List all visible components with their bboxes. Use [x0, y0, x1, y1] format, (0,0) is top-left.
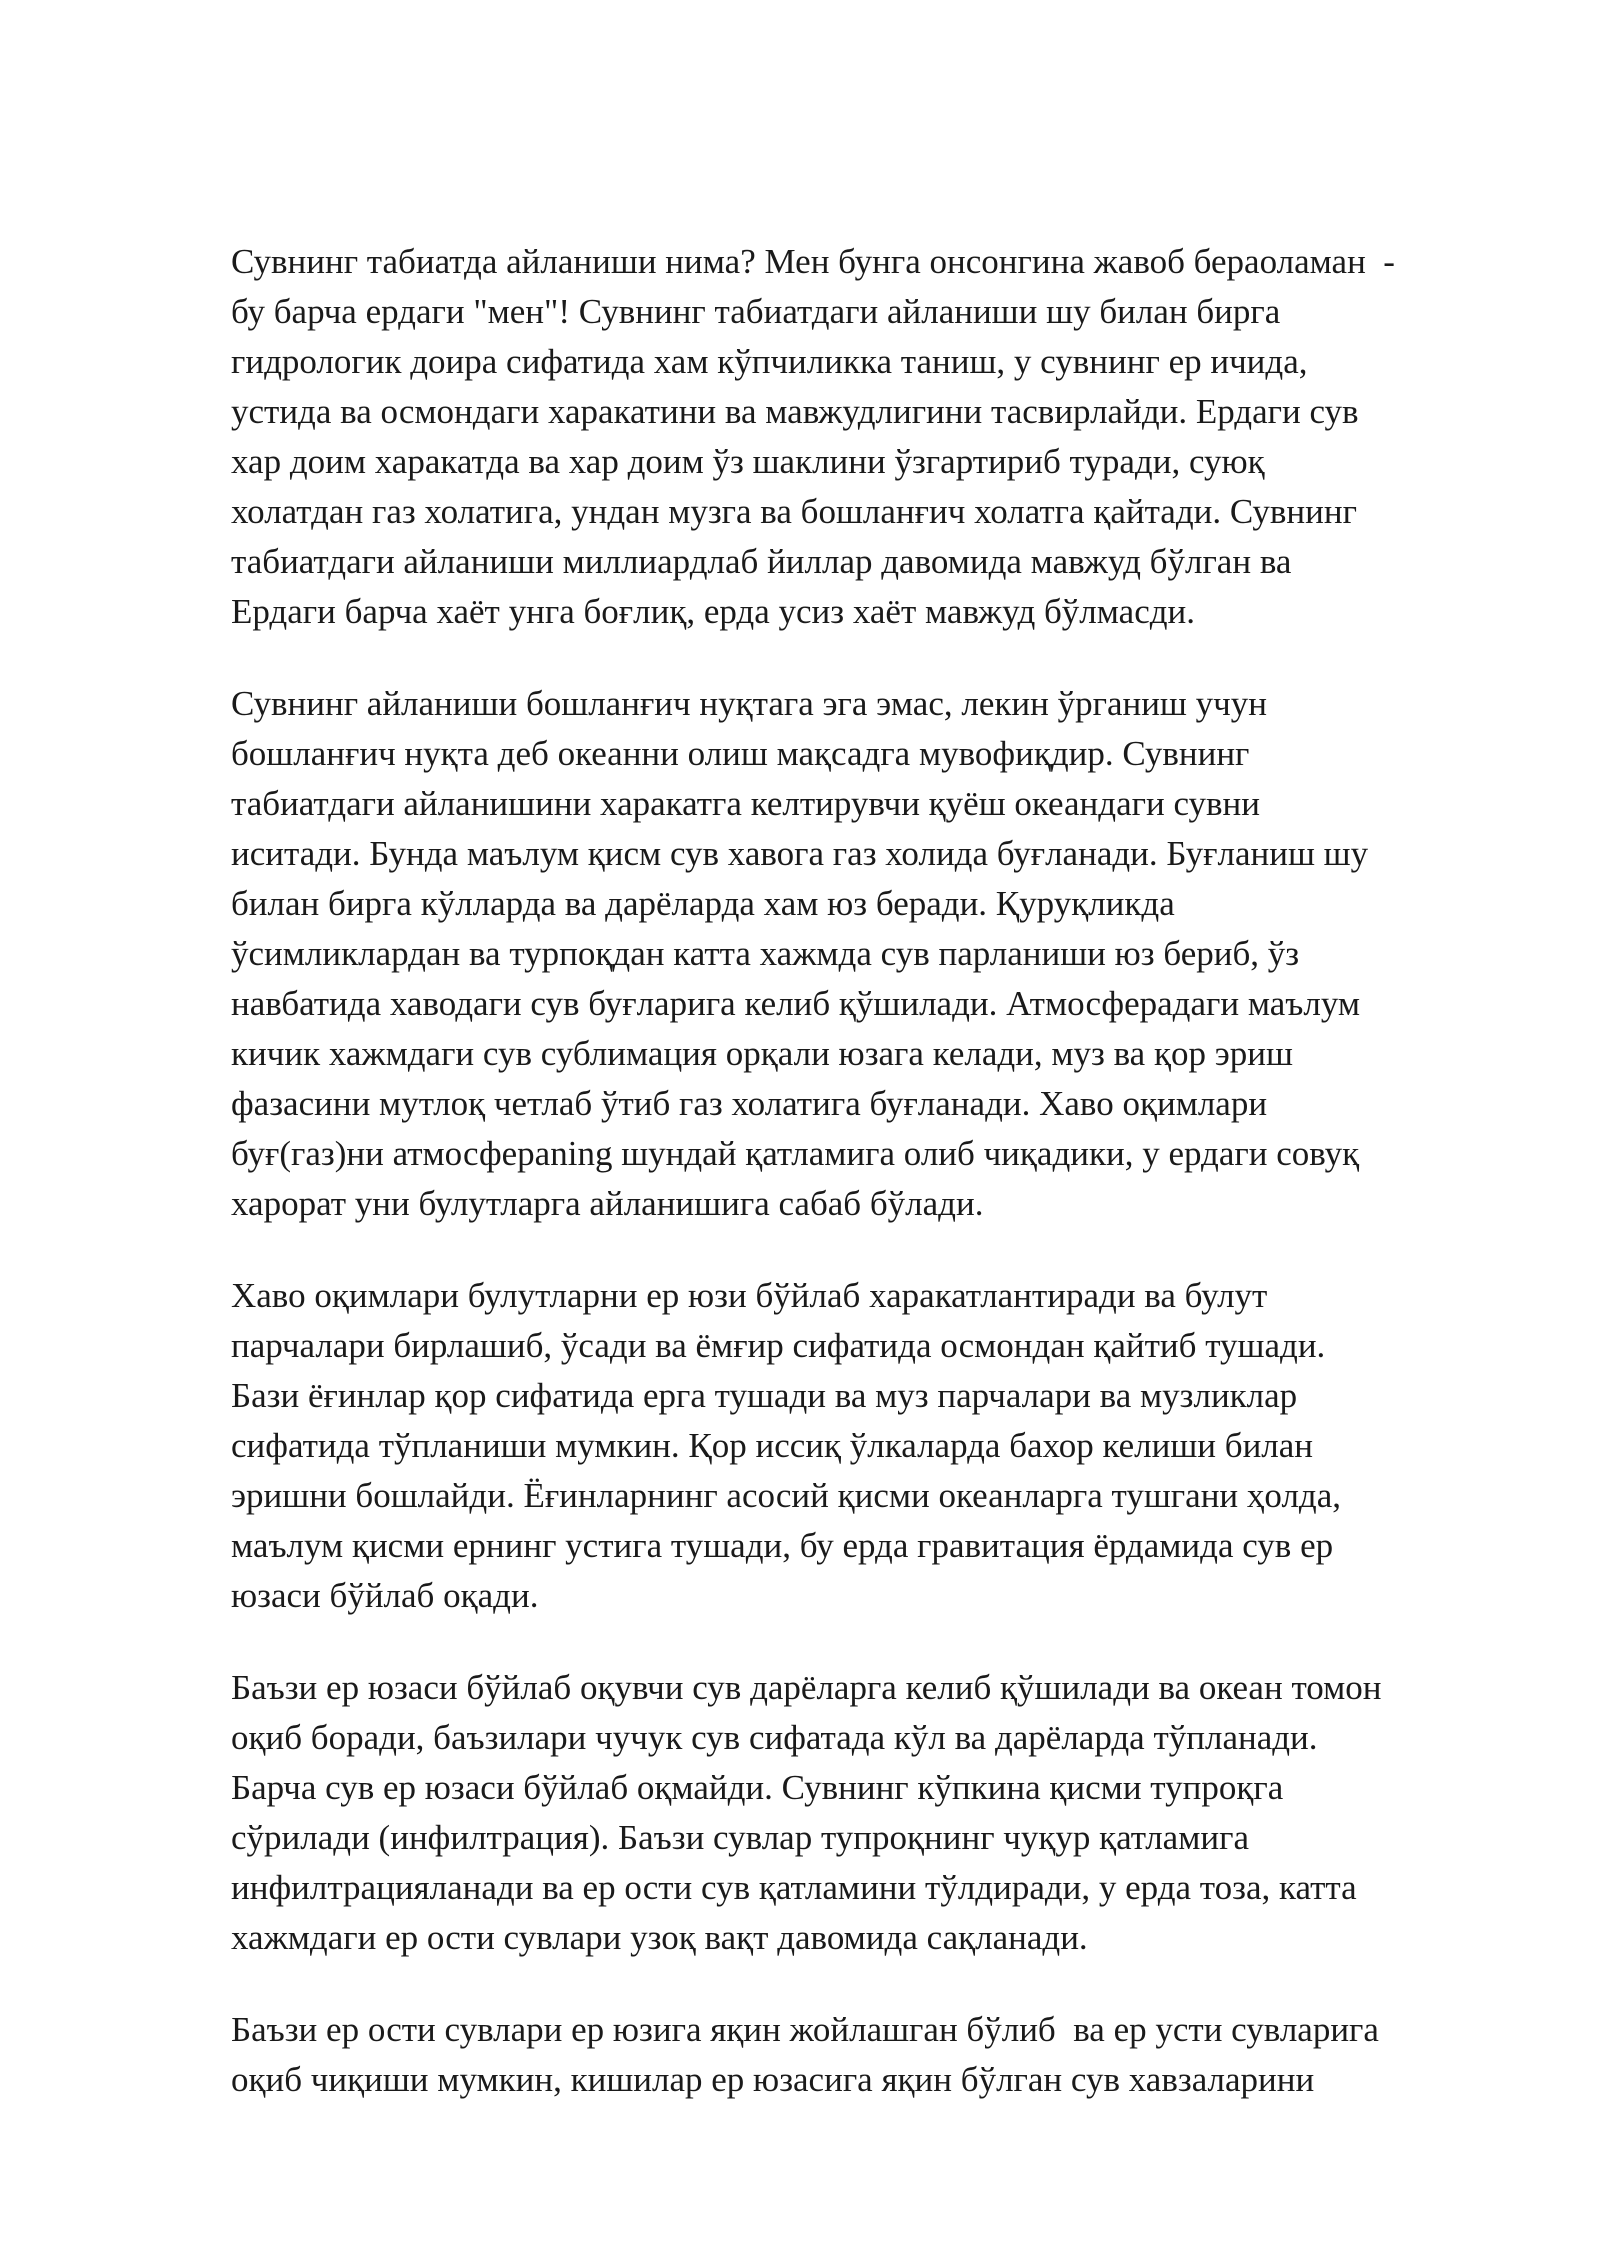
- paragraph: [231, 1663, 1491, 1963]
- text-line: оқиб чиқиши мумкин, кишилар ер юзасига яқин бўлган сув хавзаларини: [231, 2060, 1315, 2099]
- text-line: сўрилади (инфилтрация). Баъзи сувлар тупроқнинг чуқур қатламига: [231, 1818, 1249, 1857]
- text-line: ўсимликлардан ва турпоқдан катта хажмда сув парланиши юз бериб, ўз: [231, 934, 1300, 973]
- text-line: Баъзи ер юзаси бўйлаб оқувчи сув дарёларга келиб қўшилади ва океан томон: [231, 1668, 1382, 1707]
- text-line: оқиб боради, баъзилари чучук сув сифатада кўл ва дарёларда тўпланади.: [231, 1718, 1318, 1757]
- text-line: гидрологик доира сифатида хам кўпчиликка таниш, у сувнинг ер ичида,: [231, 342, 1308, 381]
- text-line: юзаси бўйлаб оқади.: [231, 1576, 539, 1615]
- text-line: Бази ёғинлар қор сифатида ерга тушади ва муз парчалари ва музликлар: [231, 1376, 1298, 1415]
- text-line: Баъзи ер ости сувлари ер юзига яқин жойлашган бўлиб ва ер усти сувларига: [231, 2010, 1379, 2049]
- paragraph: [231, 2005, 1491, 2105]
- text-line: Ердаги барча хаёт унга боғлиқ, ерда усиз хаёт мавжуд бўлмасди.: [231, 592, 1196, 631]
- text-line: холатдан газ холатига, ундан музга ва бошланғич холатга қайтади. Сувнинг: [231, 492, 1357, 531]
- text-line: бошланғич нуқта деб океанни олиш мақсадга мувофиқдир. Сувнинг: [231, 734, 1250, 773]
- text-line: парчалари бирлашиб, ўсади ва ёмғир сифатида осмондан қайтиб тушади.: [231, 1326, 1326, 1365]
- text-line: хар доим харакатда ва хар доим ўз шаклини ўзгартириб туради, суюқ: [231, 442, 1265, 481]
- document-body: [231, 237, 1491, 2147]
- text-line: иситади. Бунда маълум қисм сув хавога газ холида буғланади. Буғланиш шу: [231, 834, 1369, 873]
- text-line: инфилтрацияланади ва ер ости сув қатламини тўлдиради, у ерда тоза, катта: [231, 1868, 1357, 1907]
- text-line: сифатида тўпланиши мумкин. Қор иссиқ ўлкаларда бахор келиши билан: [231, 1426, 1314, 1465]
- text-line: табиатдаги айланишини харакатга келтирувчи қуёш океандаги сувни: [231, 784, 1261, 823]
- text-line: буғ(газ)ни атмосфераning шундай қатламига олиб чиқадики, у ердаги совуқ: [231, 1134, 1360, 1173]
- text-line: Хаво оқимлари булутларни ер юзи бўйлаб харакатлантиради ва булут: [231, 1276, 1268, 1315]
- paragraph: [231, 679, 1491, 1229]
- text-line: Барча сув ер юзаси бўйлаб оқмайди. Сувнинг кўпкина қисми тупроқга: [231, 1768, 1284, 1807]
- text-line: Сувнинг табиатда айланиши нима? Мен бунга онсонгина жавоб бераоламан -: [231, 242, 1395, 281]
- text-line: навбатида хаводаги сув буғларига келиб қўшилади. Атмосферадаги маълум: [231, 984, 1361, 1023]
- paragraph: [231, 1271, 1491, 1621]
- text-line: кичик хажмдаги сув сублимация орқали юзага келади, муз ва қор эриш: [231, 1034, 1293, 1073]
- text-line: эришни бошлайди. Ёғинларнинг асосий қисми океанларга тушгани ҳолда,: [231, 1476, 1342, 1515]
- paragraph: [231, 237, 1491, 637]
- text-line: билан бирга кўлларда ва дарёларда хам юз беради. Қуруқликда: [231, 884, 1175, 923]
- text-line: хажмдаги ер ости сувлари узоқ вақт давомида сақланади.: [231, 1918, 1088, 1957]
- text-line: харорат уни булутларга айланишига сабаб бўлади.: [231, 1184, 984, 1223]
- text-line: фазасини мутлоқ четлаб ўтиб газ холатига буғланади. Хаво оқимлари: [231, 1084, 1268, 1123]
- text-line: маълум қисми ернинг устига тушади, бу ерда гравитация ёрдамида сув ер: [231, 1526, 1334, 1565]
- text-line: устида ва осмондаги харакатини ва мавжудлигини тасвирлайди. Ердаги сув: [231, 392, 1359, 431]
- text-line: Сувнинг айланиши бошланғич нуқтага эга эмас, лекин ўрганиш учун: [231, 684, 1267, 723]
- text-line: табиатдаги айланиши миллиардлаб йиллар давомида мавжуд бўлган ва: [231, 542, 1292, 581]
- text-line: бу барча ердаги "мен"! Сувнинг табиатдаги айланиши шу билан бирга: [231, 292, 1281, 331]
